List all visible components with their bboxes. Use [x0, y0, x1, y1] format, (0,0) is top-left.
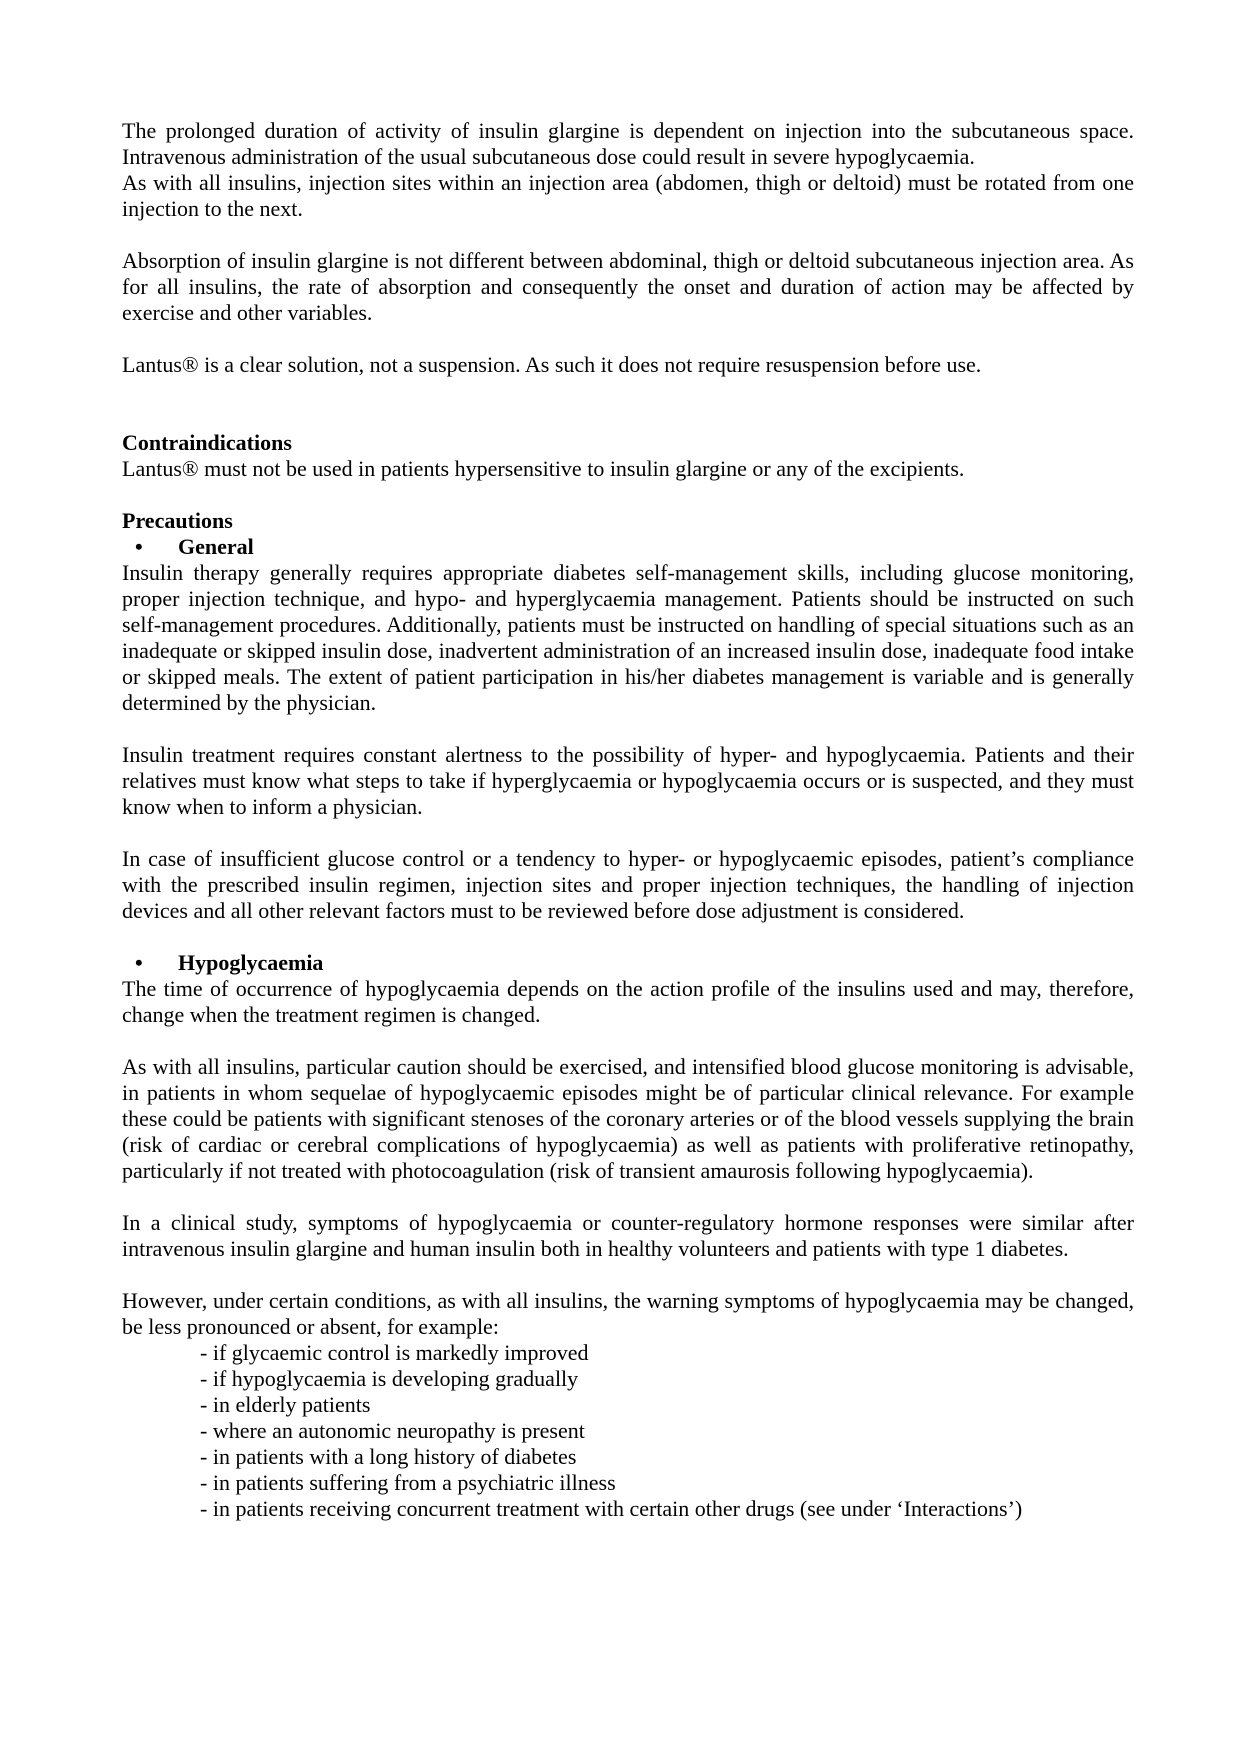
paragraph-absorption: Absorption of insulin glargine is not different between abdominal, thigh or deltoid subcutaneous injection area. As for all insulins, the rate of absorption and consequently the onset and duration of action may be affected by exercise and other variables. [122, 248, 1134, 325]
list-item-glycaemic-control: - if glycaemic control is markedly improved [200, 1340, 589, 1365]
bullet-dot-icon: • [135, 534, 143, 559]
list-item-long-history-diabetes: - in patients with a long history of diabetes [200, 1444, 577, 1469]
list-item-psychiatric-illness: - in patients suffering from a psychiatric illness [200, 1470, 616, 1495]
list-item-elderly-patients: - in elderly patients [200, 1392, 371, 1417]
bullet-heading-general-label: General [178, 534, 254, 559]
list-item-autonomic-neuropathy: - where an autonomic neuropathy is present [200, 1418, 585, 1443]
paragraph-clear-solution: Lantus® is a clear solution, not a suspension. As such it does not require resuspension before use. [122, 352, 982, 377]
paragraph-particular-caution: As with all insulins, particular caution should be exercised, and intensified blood glucose monitoring is advisable, in patients in whom sequelae of hypoglycaemic episodes might be of particular clinical relevance. For example these could be patients with significant stenoses of the coronary arteries or of the blood vessels supplying the brain (risk of cardiac or cerebral complications of hypoglycaemia) as well as patients with proliferative retinopathy, particularly if not treated with photocoagulation (risk of transient amaurosis following hypoglycaemia). [122, 1054, 1134, 1183]
list-warning-conditions [122, 1340, 1134, 1522]
bullet-heading-hypoglycaemia-label: Hypoglycaemia [178, 950, 324, 975]
paragraph-time-of-occurrence: The time of occurrence of hypoglycaemia depends on the action profile of the insulins used and may, therefore, change when the treatment regimen is changed. [122, 976, 1134, 1027]
paragraph-general-insulin-therapy: Insulin therapy generally requires appropriate diabetes self-management skills, including glucose monitoring, proper injection technique, and hypo- and hyperglycaemia management. Patients should be instructed on such self-management procedures. Additionally, patients must be instructed on handling of special situations such as an inadequate or skipped insulin dose, inadvertent administration of an increased insulin dose, inadequate food intake or skipped meals. The extent of patient participation in his/her diabetes management is variable and is generally determined by the physician. [122, 560, 1134, 715]
paragraph-insufficient-glucose-control: In case of insufficient glucose control or a tendency to hyper- or hypoglycaemic episodes, patient’s compliance with the prescribed insulin regimen, injection sites and proper injection techniques, the handling of injection devices and all other relevant factors must to be reviewed before dose adjustment is considered. [122, 846, 1134, 923]
paragraph-insulin-treatment-alertness: Insulin treatment requires constant alertness to the possibility of hyper- and hypoglycaemia. Patients and their relatives must know what steps to take if hyperglycaemia or hypoglycaemia occurs or is suspected, and they must know when to inform a physician. [122, 742, 1134, 819]
list-item-developing-gradually: - if hypoglycaemia is developing gradually [200, 1366, 579, 1391]
paragraph-contraindications-body: Lantus® must not be used in patients hypersensitive to insulin glargine or any of the excipients. [122, 456, 965, 481]
paragraph-duration-segment-1: The prolonged duration of activity of insulin glargine is dependent on injection into the subcutaneous space. Intravenous administration of the usual subcutaneous dose could result in severe hypoglycaemia. [122, 118, 1134, 169]
paragraph-clinical-study: In a clinical study, symptoms of hypoglycaemia or counter-regulatory hormone responses were similar after intravenous insulin glargine and human insulin both in healthy volunteers and patients with type 1 diabetes. [122, 1210, 1134, 1261]
heading-contraindications: Contraindications [122, 430, 292, 455]
bullet-heading-hypoglycaemia [122, 950, 1134, 976]
paragraph-duration-of-activity [122, 118, 1134, 222]
bullet-dot-icon: • [135, 950, 143, 975]
paragraph-duration-segment-2: As with all insulins, injection sites within an injection area (abdomen, thigh or deltoid) must be rotated from one injection to the next. [122, 170, 1134, 221]
list-item-concurrent-treatment: - in patients receiving concurrent treatment with certain other drugs (see under ‘Interactions’) [200, 1496, 1023, 1521]
paragraph-warning-symptoms: However, under certain conditions, as with all insulins, the warning symptoms of hypoglycaemia may be changed, be less pronounced or absent, for example: [122, 1288, 1134, 1339]
bullet-heading-general [122, 534, 1134, 560]
heading-precautions: Precautions [122, 508, 233, 533]
